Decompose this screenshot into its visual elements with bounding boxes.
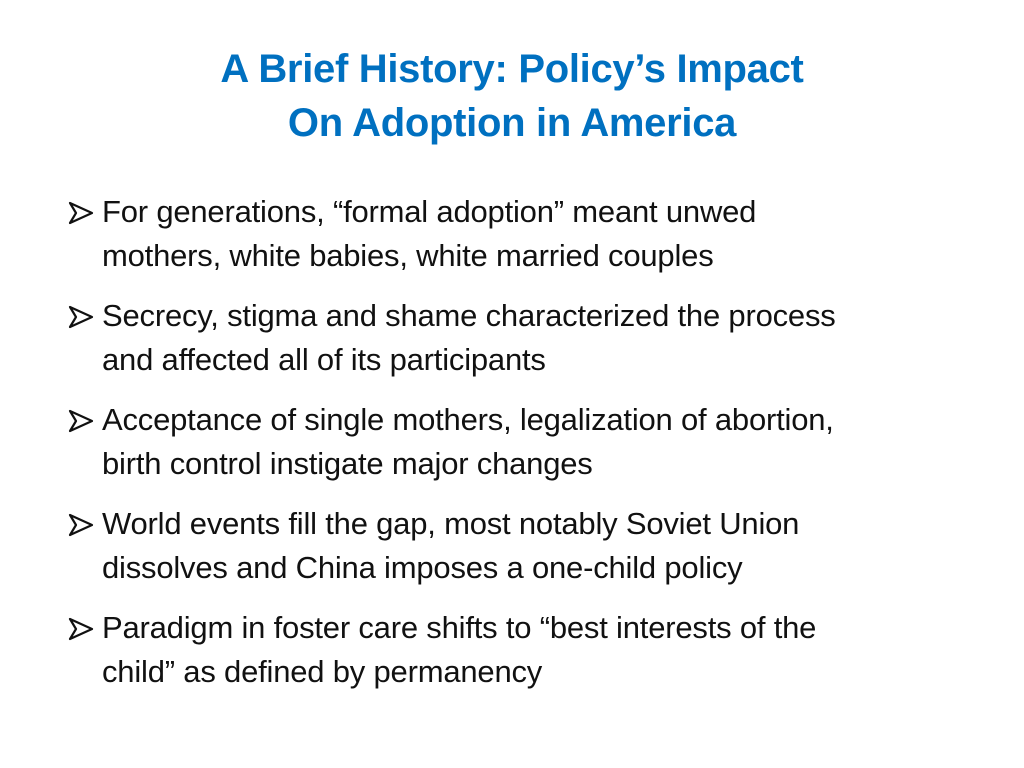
bullet-line: For generations, “formal adoption” meant unwed — [102, 194, 757, 229]
bullet-line: birth control instigate major changes — [102, 446, 593, 481]
bullet-line: mothers, white babies, white married couples — [102, 238, 714, 273]
bullet-line: Secrecy, stigma and shame characterized the process — [102, 298, 836, 333]
arrowhead-bullet-icon — [68, 606, 102, 652]
bullet-text — [102, 190, 988, 278]
bullet-item-3 — [68, 398, 988, 486]
title-line-2: On Adoption in America — [287, 101, 737, 145]
bullet-item-4 — [68, 502, 988, 590]
bullet-text — [102, 606, 988, 694]
bullet-item-1 — [68, 190, 988, 278]
bullet-line: child” as defined by permanency — [102, 654, 543, 689]
bullet-line: dissolves and China imposes a one-child policy — [102, 550, 743, 585]
bullet-line: World events fill the gap, most notably Soviet Union — [102, 506, 800, 541]
bullet-line: Paradigm in foster care shifts to “best interests of the — [102, 610, 817, 645]
bullet-line: and affected all of its participants — [102, 342, 546, 377]
title-line-1: A Brief History: Policy’s Impact — [220, 47, 804, 91]
arrowhead-bullet-icon — [68, 294, 102, 340]
bullet-text — [102, 294, 988, 382]
arrowhead-bullet-icon — [68, 502, 102, 548]
slide-title — [60, 42, 964, 150]
bullet-line: Acceptance of single mothers, legalization of abortion, — [102, 402, 834, 437]
bullet-item-5 — [68, 606, 988, 694]
bullet-item-2 — [68, 294, 988, 382]
bullet-text — [102, 502, 988, 590]
bullet-list — [68, 190, 988, 710]
arrowhead-bullet-icon — [68, 190, 102, 236]
bullet-text — [102, 398, 988, 486]
arrowhead-bullet-icon — [68, 398, 102, 444]
